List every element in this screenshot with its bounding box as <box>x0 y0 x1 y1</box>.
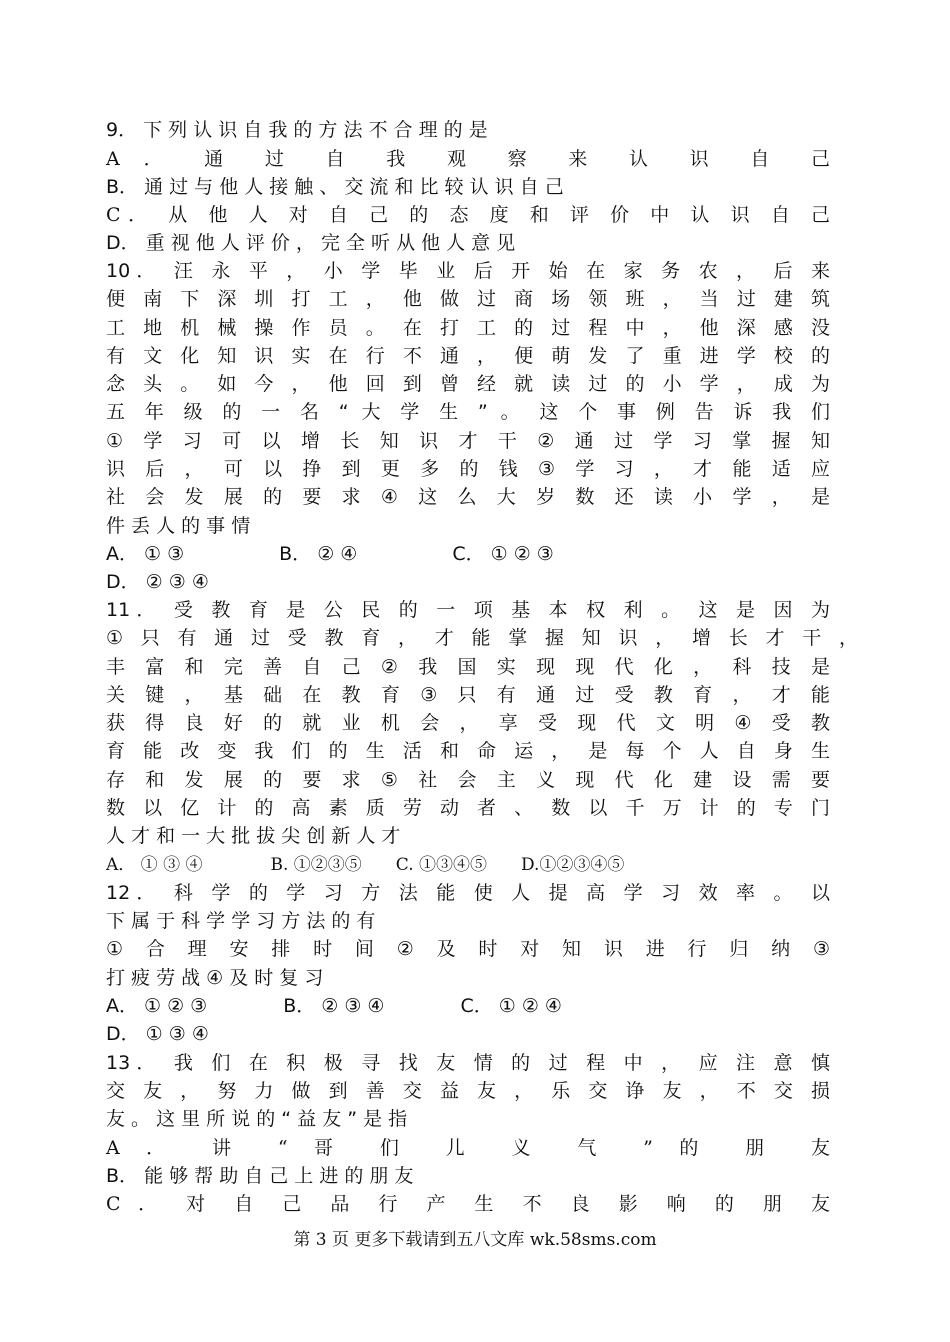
q11-statements: 人 才 和 一 大 批 拔 尖 创 新 人 才 <box>106 825 401 847</box>
q11-statements: 获 得 良 好 的 就 业 机 会 ， 享 受 现 代 文 明 ④ 受 教 <box>106 712 830 734</box>
q10-statements: ① 学 习 可 以 增 长 知 识 才 干 ② 通 过 学 习 掌 握 知 <box>106 430 830 452</box>
q10-stem: 便 南 下 深 圳 打 工 ， 他 做 过 商 场 领 班 ， 当 过 建 筑 <box>106 288 830 310</box>
q13-stem: 交 友 ， 努 力 做 到 善 交 益 友 ， 乐 交 诤 友 ， 不 交 损 <box>106 1080 830 1102</box>
q13-stem: 友 。 这 里 所 说 的 “ 益 友 ” 是 指 <box>106 1108 408 1130</box>
q10-stem: 五 年 级 的 一 名 “ 大 学 生 ” 。 这 个 事 例 告 诉 我 们 <box>106 401 830 423</box>
q10-stem: 工 地 机 械 操 作 员 。 在 打 工 的 过 程 中 ， 他 深 感 没 <box>106 317 830 339</box>
q12-stem: 12． 科 学 的 学 习 方 法 能 使 人 提 高 学 习 效 率 。 以 <box>106 882 830 904</box>
q9-option-a: A ． 通 过 自 我 观 察 来 认 识 自 己 <box>106 148 830 170</box>
q11-statements: 数 以 亿 计 的 高 素 质 劳 动 者 、 数 以 千 万 计 的 专 门 <box>106 797 830 819</box>
q13-stem: 13． 我 们 在 积 极 寻 找 友 情 的 过 程 中 ， 应 注 意 慎 <box>106 1052 830 1074</box>
q12-options: D． ① ③ ④ <box>106 1023 209 1045</box>
q10-stem: 念 头 。 如 今 ， 他 回 到 曾 经 就 读 过 的 小 学 ， 成 为 <box>106 373 830 395</box>
q11-statements: 关 键 ， 基 础 在 教 育 ③ 只 有 通 过 受 教 育 ， 才 能 <box>106 684 830 706</box>
q9-option-d: D． 重 视 他 人 评 价 ， 完 全 听 从 他 人 意 见 <box>106 232 516 254</box>
q10-options: A． ① ③ B． ② ④ C． ① ② ③ <box>106 543 554 565</box>
q11-options: A． ① ③ ④ B. ①②③⑤ C. ①③④⑤ D.①②③④⑤ <box>106 855 625 875</box>
q13-option-a: A ． 讲 “ 哥 们 儿 义 气 ” 的 朋 友 <box>106 1137 830 1159</box>
q12-statements: 打 疲 劳 战 ④ 及 时 复 习 <box>106 967 324 989</box>
q13-option-b: B． 能 够 帮 助 自 己 上 进 的 朋 友 <box>106 1165 414 1187</box>
q10-statements: 社 会 发 展 的 要 求 ④ 这 么 大 岁 数 还 读 小 学 ， 是 <box>106 486 830 508</box>
page-footer: 第 3 页 更多下载请到五八文库 wk.58sms.com <box>293 1230 657 1250</box>
q10-statements: 识 后 ， 可 以 挣 到 更 多 的 钱 ③ 学 习 ， 才 能 适 应 <box>106 458 830 480</box>
q9-option-c: C． 从 他 人 对 自 己 的 态 度 和 评 价 中 认 识 自 己 <box>106 204 830 226</box>
q11-statements: 存 和 发 展 的 要 求 ⑤ 社 会 主 义 现 代 化 建 设 需 要 <box>106 769 830 791</box>
q11-stem: 11． 受 教 育 是 公 民 的 一 项 基 本 权 利 。 这 是 因 为 <box>106 599 830 621</box>
q13-option-c: C ． 对 自 己 品 行 产 生 不 良 影 响 的 朋 友 <box>106 1193 830 1215</box>
q12-stem: 下 属 于 科 学 学 习 方 法 的 有 <box>106 910 376 932</box>
q11-statements: 育 能 改 变 我 们 的 生 活 和 命 运 ， 是 每 个 人 自 身 生 <box>106 740 830 762</box>
q10-statements: 件 丢 人 的 事 情 <box>106 515 251 537</box>
q10-stem: 10． 汪 永 平 ， 小 学 毕 业 后 开 始 在 家 务 农 ， 后 来 <box>106 260 830 282</box>
q9-option-b: B． 通 过 与 他 人 接 触 、 交 流 和 比 较 认 识 自 己 <box>106 176 564 198</box>
q12-options: A． ① ② ③ B． ② ③ ④ C． ① ② ④ <box>106 995 562 1017</box>
q12-statements: ① 合 理 安 排 时 间 ② 及 时 对 知 识 进 行 归 纳 ③ <box>106 938 830 960</box>
q11-statements: 丰 富 和 完 善 自 己 ② 我 国 实 现 现 代 化 ， 科 技 是 <box>106 656 830 678</box>
q11-statements: ① 只 有 通 过 受 教 育 ， 才 能 掌 握 知 识 ， 增 长 才 干 ， <box>106 627 858 649</box>
q10-options: D． ② ③ ④ <box>106 571 209 593</box>
q9-stem: 9． 下 列 认 识 自 我 的 方 法 不 合 理 的 是 <box>106 119 488 141</box>
q10-stem: 有 文 化 知 识 实 在 行 不 通 ， 便 萌 发 了 重 进 学 校 的 <box>106 345 830 367</box>
